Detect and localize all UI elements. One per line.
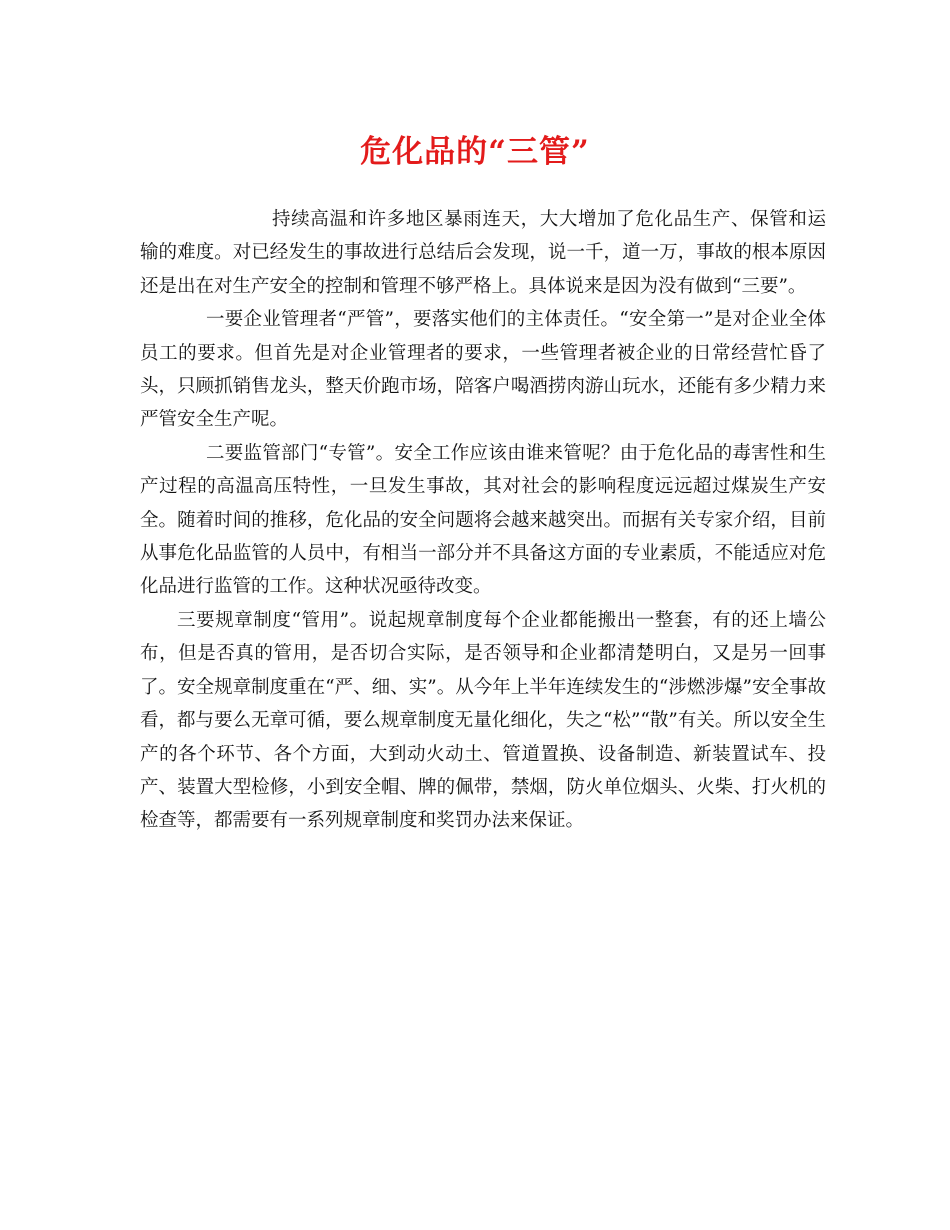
document-body [140, 203, 826, 838]
paragraph-useful-regulations: 三要规章制度“管用”。说起规章制度每个企业都能搬出一整套，有的还上墙公布，但是否真的管用，是否切合实际，是否领导和企业都清楚明白，又是另一回事了。安全规章制度重在“严、细、实”。从今年上半年连续发生的“涉燃涉爆”安全事故看，都与要么无章可循，要么规章制度无量化细化，失之“松”“散”有关。所以安全生产的各个环节、各个方面，大到动火动土、管道置换、设备制造、新装置试车、投产、装置大型检修，小到安全帽、牌的佩带，禁烟，防火单位烟头、火柴、打火机的检查等，都需要有一系列规章制度和奖罚办法来保证。 [140, 609, 826, 832]
paragraph-specialized-supervision: 二要监管部门“专管”。安全工作应该由谁来管呢？由于危化品的毒害性和生产过程的高温高压特性，一旦发生事故，其对社会的影响程度远远超过煤炭生产安全。随着时间的推移，危化品的安全问题将会越来越突出。而据有关专家介绍，目前从事危化品监管的人员中，有相当一部分并不具备这方面的专业素质，不能适应对危化品进行监管的工作。这种状况亟待改变。 [140, 442, 826, 598]
paragraph-intro: 持续高温和许多地区暴雨连天，大大增加了危化品生产、保管和运输的难度。对已经发生的事故进行总结后会发现，说一千，道一万，事故的根本原因还是出在对生产安全的控制和管理不够严格上。具体说来是因为没有做到“三要”。 [140, 209, 826, 297]
document-title: 危化品的“三管” [360, 134, 590, 170]
paragraph-strict-management: 一要企业管理者“严管”，要落实他们的主体责任。“安全第一”是对企业全体员工的要求。但首先是对企业管理者的要求，一些管理者被企业的日常经营忙昏了头，只顾抓销售龙头，整天价跑市场，陪客户喝酒捞肉游山玩水，还能有多少精力来严管安全生产呢。 [140, 309, 826, 431]
